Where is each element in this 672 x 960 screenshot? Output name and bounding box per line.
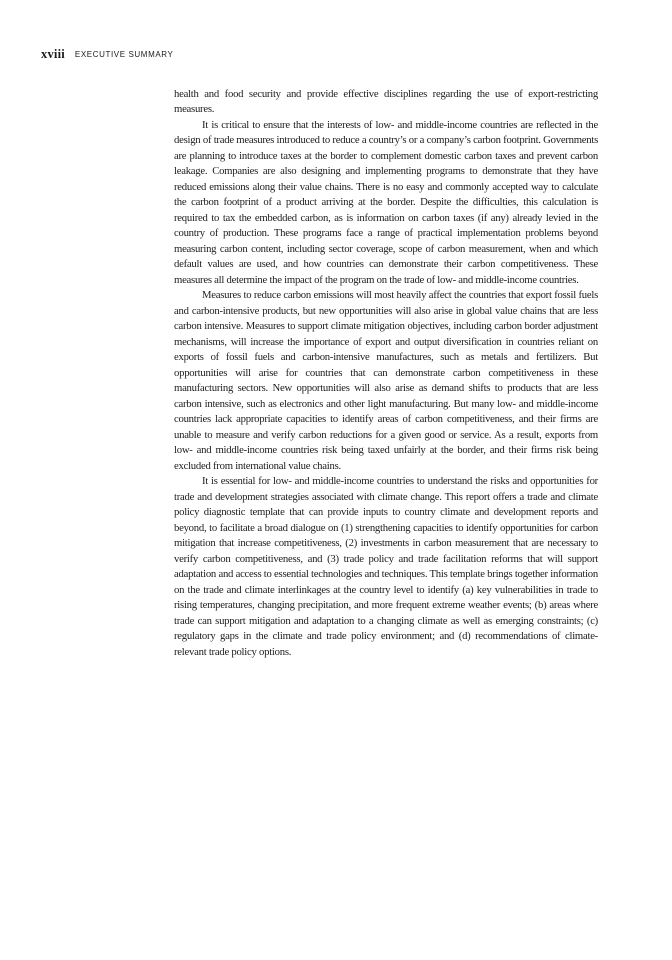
body-text bbox=[174, 87, 598, 661]
section-title: EXECUTIVE SUMMARY bbox=[74, 50, 174, 59]
paragraph-continuation: health and food security and provide effective disciplines regarding the use of export-restricting measures. bbox=[174, 87, 598, 115]
page-number: xviii bbox=[41, 47, 65, 61]
running-header bbox=[41, 45, 173, 63]
paragraph-diagnostic-template: It is essential for low- and middle-income countries to understand the risks and opportunities for trade and development strategies associated with climate change. This report offers a trade and climate policy diagnostic template that can provide inputs to country climate and development reports and beyond, to facilitate a broad dialogue on (1) strengthening capacities to identify opportunities for carbon mitigation that increase competitiveness, (2) investments in carbon measurement that are necessary to verify carbon competitiveness, and (3) trade policy and trade facilitation reforms that will support adaptation and access to essential technologies and techniques. This template brings together information on the trade and climate interlinkages at the country level to identify (a) key vulnerabilities in trade to rising temperatures, changing precipitation, and more frequent extreme weather events; (b) areas where trade can support mitigation and adaptation to a changing climate as well as emerging constraints; (c) regulatory gaps in the climate and trade policy environment; and (d) recommendations of climate-relevant trade policy options. bbox=[174, 475, 598, 658]
paragraph-carbon-emissions: Measures to reduce carbon emissions will most heavily affect the countries that export fossil fuels and carbon-intensive products, but new opportunities will also arise in global value chains that are less carbon intensive. Measures to support climate mitigation objectives, including carbon border adjustment mechanisms, will increase the importance of export and output diversification in countries reliant on exports of fossil fuels and carbon-intensive manufactures, such as metals and fertilizers. But opportunities will arise for countries that can demonstrate carbon competitiveness in these manufacturing sectors. New opportunities will also arise as demand shifts to products that are less carbon intensive, such as electronics and other light manufacturing. But many low- and middle-income countries lack appropriate capacities to identify areas of carbon competitiveness, and their firms are unable to measure and verify carbon reductions for a given good or service. As a result, exports from low- and middle-income countries risk being taxed unfairly at the border, and their firms risk being excluded from international value chains. bbox=[174, 289, 598, 472]
paragraph-trade-measures: It is critical to ensure that the interests of low- and middle-income countries are reflected in the design of trade measures introduced to reduce a country’s or a company’s carbon footprint. Governments are planning to introduce taxes at the border to complement domestic carbon taxes and prevent carbon leakage. Companies are also designing and implementing programs to demonstrate that they have reduced emissions along their value chains. There is no easy and commonly accepted way to calculate the carbon footprint of a product arriving at the border. Despite the difficulties, this calculation is required to tax the embedded carbon, as is information on carbon taxes (if any) already levied in the country of production. These programs face a range of practical implementation problems beyond measuring carbon content, including sector coverage, scope of carbon measurement, when and which default values are used, and how countries can demonstrate their carbon competitiveness. These measures all determine the impact of the program on the trade of low- and middle-income countries. bbox=[174, 118, 598, 286]
